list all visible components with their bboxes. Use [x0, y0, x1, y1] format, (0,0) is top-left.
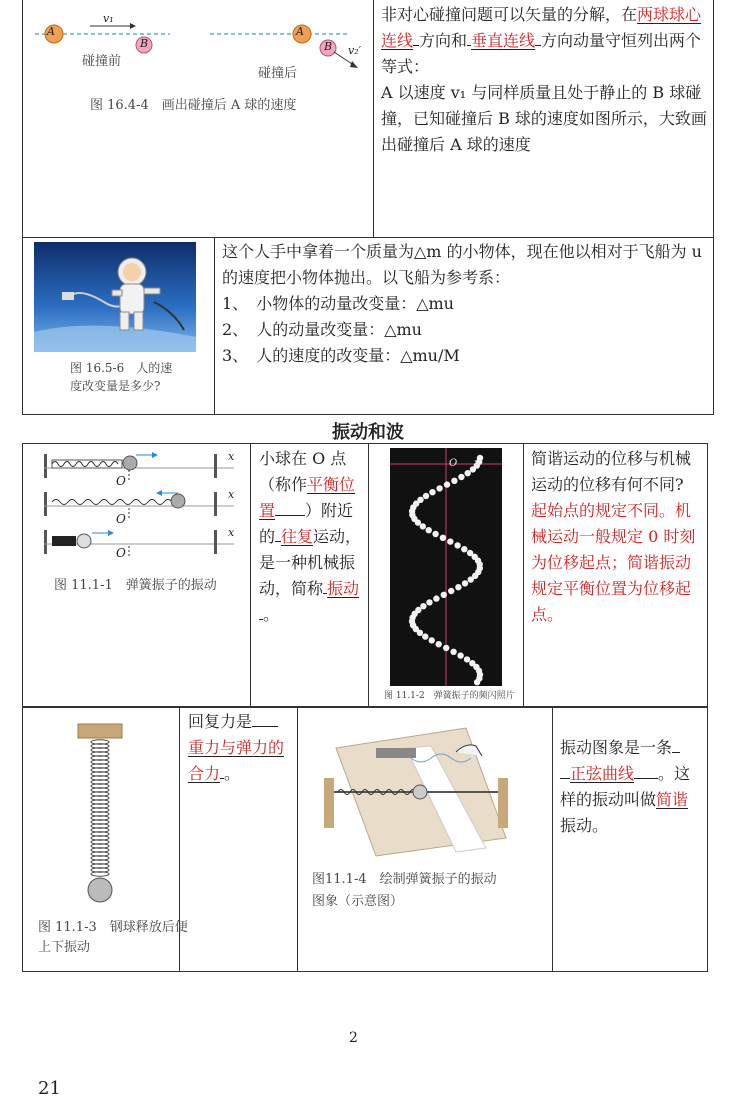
- strobe-dot: [420, 523, 426, 529]
- axis-x-2: x: [228, 488, 235, 501]
- divider-vertical: [373, 0, 374, 238]
- blank-reciprocating: 往复: [281, 527, 314, 546]
- apparatus-caption-2: 图象（示意图）: [312, 894, 404, 909]
- apparatus-caption-1: 图11.1-4 绘制弹簧振子的振动: [312, 872, 497, 887]
- ball-a-label: A: [47, 25, 55, 38]
- strobe-dot: [432, 531, 438, 537]
- ball-b-label: B: [140, 37, 149, 50]
- item-3: 3、 人的速度的改变量：△mu/M: [222, 346, 460, 365]
- strobe-photo: [376, 448, 516, 688]
- strobe-dot: [423, 493, 429, 499]
- plotting-apparatus: [316, 718, 516, 858]
- axis-o-2: O: [116, 512, 126, 526]
- strobe-dot: [429, 489, 435, 495]
- divider-v3b: [368, 444, 369, 706]
- spring-row-2: [44, 490, 234, 520]
- strobe-dot: [468, 576, 474, 582]
- label-before: 碰撞前: [82, 54, 122, 69]
- collision-text: 非对心碰撞问题可以矢量的分解，在两球球心连线 方向和 垂直连线 方向动量守恒列出两个等式： A 以速度 v₁ 与同样质量且处于静止的 B 球碰撞，已知碰撞后 B 球的速度如图所示，大致画出碰撞后 A 球的速度: [381, 5, 707, 154]
- fig-caption: 图 16.4-4 画出碰撞后 A 球的速度: [90, 98, 297, 113]
- strobe-dot: [447, 538, 453, 544]
- strobe-dot: [436, 485, 442, 491]
- strobe-dot: [417, 630, 423, 636]
- strobe-dot: [458, 474, 464, 480]
- spring-oscillator-figure: [34, 448, 244, 568]
- strobe-dot: [454, 542, 460, 548]
- spring-coils: [91, 740, 109, 876]
- divider-v4c: [552, 708, 553, 971]
- divider-v4b: [297, 708, 298, 971]
- collision-figure: [30, 10, 370, 90]
- v2-label: v₂′: [348, 44, 362, 57]
- strobe-dot: [441, 592, 447, 598]
- page-number-center: 2: [349, 1030, 358, 1046]
- vertical-spring-caption-2: 上下振动: [38, 940, 91, 955]
- strobe-dot: [455, 584, 461, 590]
- strobe-dot: [451, 478, 457, 484]
- strobe-caption: 图 11.1-2 弹簧振子的频闪照片: [384, 691, 515, 701]
- blank-vibration: 振动: [327, 579, 360, 598]
- strobe-dot: [443, 645, 449, 651]
- section-heading: 振动和波: [332, 422, 404, 443]
- question: 简谐运动的位移与机械运动的位移有何不同?: [531, 449, 692, 494]
- spring-caption: 图 11.1-1 弹簧振子的振动: [54, 578, 217, 593]
- axis-o-3: O: [116, 546, 126, 560]
- strobe-dot: [422, 633, 428, 639]
- divider-vertical-2: [214, 238, 215, 414]
- blank-equilibrium: 平衡位置: [259, 475, 356, 520]
- v1-label: v₁: [103, 12, 114, 25]
- astronaut-caption-2: 度改变量是多少?: [70, 379, 161, 393]
- strobe-dot: [448, 588, 454, 594]
- answer: 起始点的规定不同。机械运动一般规定 0 时刻为位移起点；简谐振动规定平衡位置为位移起点。: [531, 501, 696, 624]
- blank-sine-curve: 正弦曲线: [570, 764, 635, 783]
- arrow-v2-head: [350, 61, 358, 68]
- ball-b-after-label: B: [324, 40, 333, 53]
- intro: 这个人手中拿着一个质量为△m 的小物体，现在他以相对于飞船为 u 的速度把小物体抛出。以飞船为参考系：: [222, 242, 702, 287]
- divider-v3a: [250, 444, 251, 706]
- divider-v3c: [523, 444, 524, 706]
- ball-a-after-label: A: [296, 25, 304, 38]
- blank-restoring-force: 重力与弹力的合力: [188, 738, 285, 783]
- shm-text: 振动图象是一条 正弦曲线 。这样的振动叫做简谐振动。: [560, 738, 691, 835]
- strobe-dot: [426, 527, 432, 533]
- strobe-dot: [429, 637, 435, 643]
- astronaut-caption-1: 图 16.5-6 人的速: [70, 361, 173, 375]
- strobe-dot: [436, 641, 442, 647]
- spring-row-3: [44, 530, 234, 558]
- blank-line-of-centers: 两球球心连线: [381, 5, 702, 50]
- restoring-force-text: 回复力是 重力与弹力的合力 。: [188, 712, 285, 783]
- blank-simple-harmonic: 简谐: [656, 790, 689, 809]
- strobe-dot: [440, 535, 446, 541]
- strobe-dot: [464, 656, 470, 662]
- strobe-dot: [462, 580, 468, 586]
- astronaut-text: [222, 239, 708, 369]
- strobe-o-label: O: [449, 458, 458, 469]
- strobe-dot: [457, 652, 463, 658]
- vertical-spring-figure: [70, 722, 130, 912]
- astronaut-image: [34, 242, 196, 352]
- blank-perpendicular: 垂直连线: [471, 31, 536, 50]
- spring-row-1: [44, 452, 234, 482]
- axis-o-1: O: [116, 474, 126, 488]
- question-text: A 以速度 v₁ 与同样质量且处于静止的 B 球碰撞，已知碰撞后 B 球的速度如图所示，大致画出碰撞后 A 球的速度: [381, 83, 707, 154]
- qa-text: [531, 446, 701, 628]
- strobe-dot: [474, 679, 480, 685]
- strobe-dot: [465, 470, 471, 476]
- vertical-spring-caption-1: 图 11.1-3 钢球释放后便: [38, 920, 188, 935]
- strobe-x-label: x: [474, 458, 480, 469]
- page-number-left: 21: [38, 1078, 61, 1099]
- item-2: 2、 人的动量改变量：△mu: [222, 320, 422, 339]
- strobe-dot: [426, 599, 432, 605]
- arrow-v1-head: [130, 23, 136, 29]
- label-after: 碰撞后: [258, 66, 298, 81]
- axis-x-1: x: [228, 450, 235, 463]
- strobe-dot: [461, 546, 467, 552]
- item-1: 1、 小物体的动量改变量：△mu: [222, 294, 454, 313]
- vibration-text: 小球在 O 点（称作平衡位置 ）附近的 往复运动，是一种机械振动，简称 振动。: [259, 449, 362, 624]
- axis-x-3: x: [228, 526, 235, 539]
- strobe-dot: [444, 481, 450, 487]
- strobe-dot: [433, 595, 439, 601]
- strobe-dot: [450, 649, 456, 655]
